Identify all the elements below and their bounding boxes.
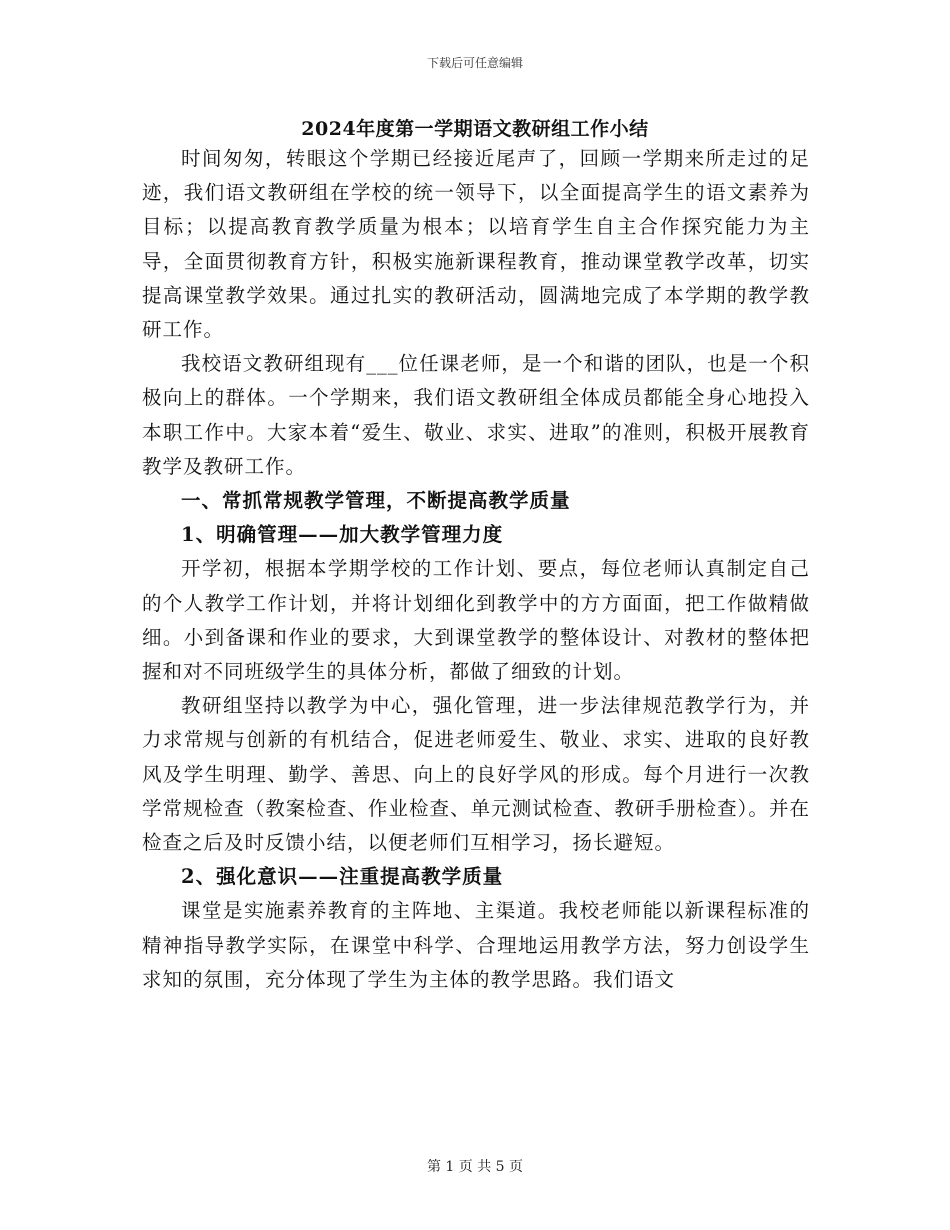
subsection-heading-1: 1、明确管理——加大教学管理力度	[181, 523, 504, 547]
header-note: 下载后可任意编辑	[426, 56, 523, 70]
paragraph-classroom: 课堂是实施素养教育的主阵地、主渠道。我校老师能以新课程标准的精神指导教学实际，在课堂中科学、合理地运用教学方法，努力创设学生求知的氛围，充分体现了学生为主体的教学思路。我们语文	[142, 899, 810, 991]
section-heading-1: 一、常抓常规教学管理，不断提高教学质量	[181, 489, 571, 513]
page-number: 第 1 页 共 5 页	[426, 1159, 524, 1175]
paragraph-management: 教研组坚持以教学为中心，强化管理，进一步法律规范教学行为，并力求常规与创新的有机结合，促进老师爱生、敬业、求实、进取的良好教风及学生明理、勤学、善思、向上的良好学风的形成。每个月进行一次教学常规检查（教案检查、作业检查、单元测试检查、教研手册检查）。并在检查之后及时反馈小结，以便老师们互相学习，扬长避短。	[142, 694, 810, 855]
paragraph-team: 我校语文教研组现有___位任课老师，是一个和谐的团队，也是一个积极向上的群体。一个学期来，我们语文教研组全体成员都能全身心地投入本职工作中。大家本着“爱生、敬业、求实、进取”的准则，积极开展教育教学及教研工作。	[142, 352, 810, 478]
subsection-heading-2: 2、强化意识——注重提高教学质量	[181, 865, 504, 889]
page-title: 2024年度第一学期语文教研组工作小结	[301, 118, 649, 140]
paragraph-intro: 时间匆匆，转眼这个学期已经接近尾声了，回顾一学期来所走过的足迹，我们语文教研组在学校的统一领导下，以全面提高学生的语文素养为目标；以提高教育教学质量为根本；以培育学生自主合作探究能力为主导，全面贯彻教育方针，积极实施新课程教育，推动课堂教学改革，切实提高课堂教学效果。通过扎实的教研活动，圆满地完成了本学期的教学教研工作。	[142, 147, 810, 342]
document-body	[142, 142, 810, 997]
paragraph-plan: 开学初，根据本学期学校的工作计划、要点，每位老师认真制定自己的个人教学工作计划，并将计划细化到教学中的方方面面，把工作做精做细。小到备课和作业的要求，大到课堂教学的整体设计、对教材的整体把握和对不同班级学生的具体分析，都做了细致的计划。	[142, 557, 810, 684]
